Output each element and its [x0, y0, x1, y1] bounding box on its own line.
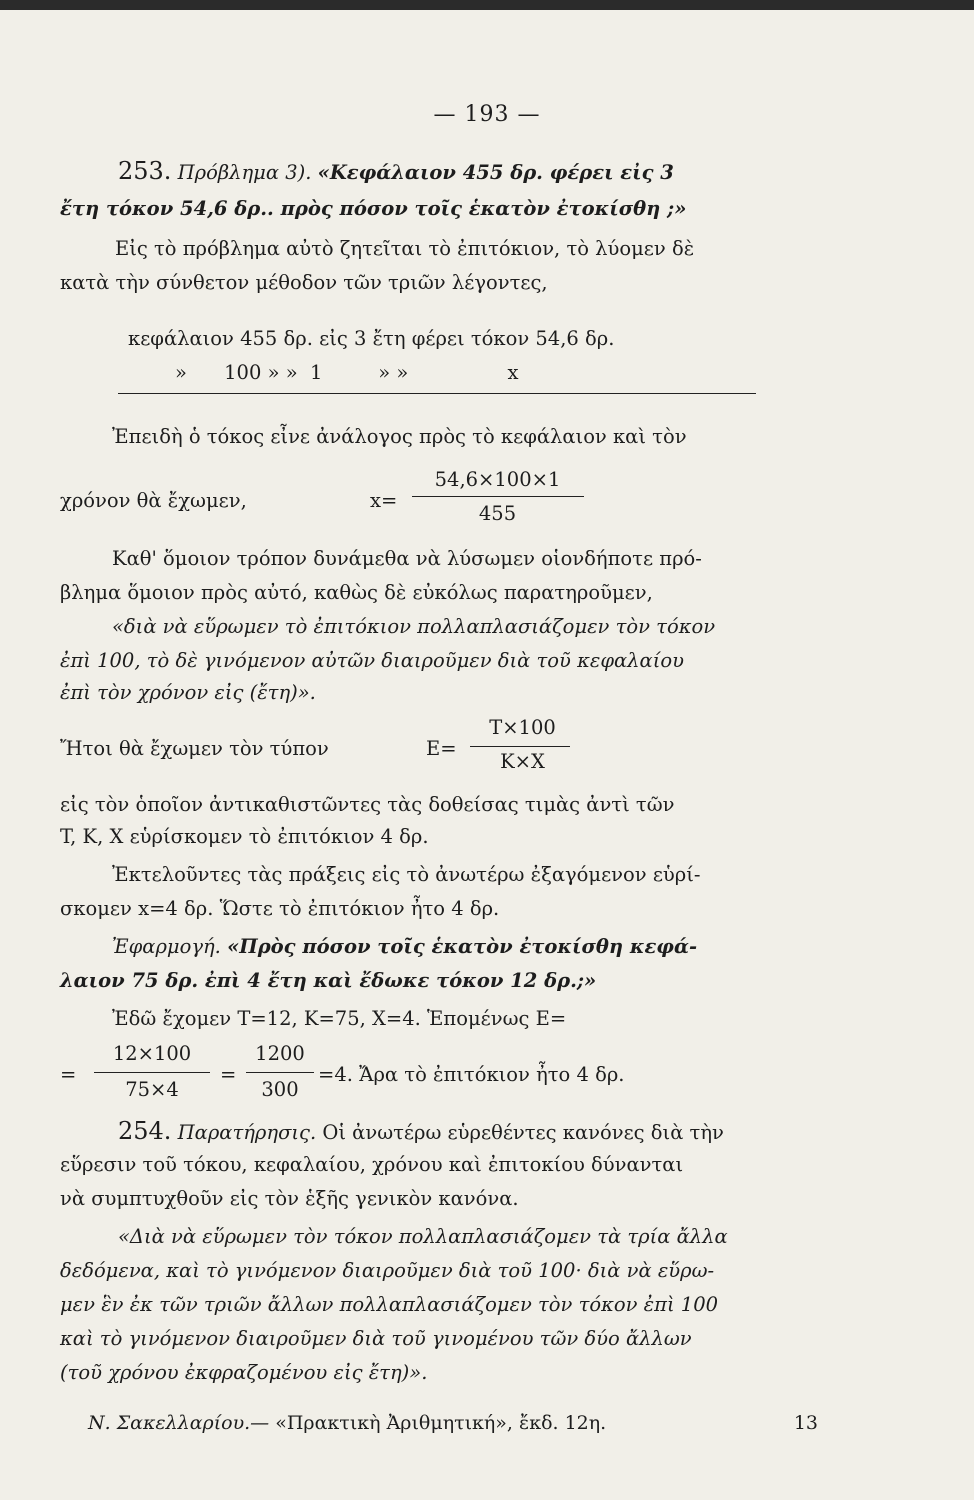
- rule-quote-line: ἐπὶ τὸν χρόνον εἰς (ἔτη)».: [60, 681, 316, 704]
- fraction-bar: [470, 746, 570, 747]
- formula-2-lhs: E=: [426, 737, 457, 760]
- text-line: T, K, X εὑρίσκομεν τὸ ἐπιτόκιον 4 δρ.: [60, 825, 429, 848]
- problem-253-heading-line: [118, 158, 674, 186]
- section-254-heading-line: [118, 1118, 724, 1146]
- formula-3-tail: =4. Ἄρα τὸ ἐπιτόκιον ἦτο 4 δρ.: [318, 1063, 625, 1086]
- formula-2-numerator: T×100: [489, 716, 556, 739]
- section-title: Πρόβλημα 3).: [177, 161, 312, 184]
- formula-3-denominator-1: 75×4: [125, 1078, 179, 1101]
- problem-statement-part1: «Κεφάλαιον 455 δρ. φέρει εἰς 3: [317, 161, 674, 184]
- formula-3-numerator-1: 12×100: [112, 1042, 192, 1065]
- fraction-bar: [246, 1072, 314, 1073]
- rule-quote-line: ἐπὶ 100, τὸ δὲ γινόμενον αὐτῶν διαιροῦμεν διὰ τοῦ κεφαλαίου: [60, 649, 684, 672]
- text-line: βλημα ὅμοιον πρὸς αὐτό, καθὼς δὲ εὐκόλως παρατηροῦμεν,: [60, 581, 653, 604]
- text-line: νὰ συμπτυχθοῦν εἰς τὸν ἑξῆς γενικὸν κανόνα.: [60, 1187, 519, 1210]
- text-line: Καθ' ὅμοιον τρόπον δυνάμεθα νὰ λύσωμεν οἱονδήποτε πρό-: [112, 547, 702, 570]
- text-line: Ἐπειδὴ ὁ τόκος εἶνε ἀνάλογος πρὸς τὸ κεφάλαιον καὶ τὸν: [112, 425, 687, 448]
- footer-author: Ν. Σακελλαρίου.—: [88, 1412, 270, 1434]
- text-line: Ἤτοι θὰ ἔχωμεν τὸν τύπον: [60, 737, 329, 760]
- section-number: 254.: [118, 1117, 172, 1145]
- problem-statement-part2: ἔτη τόκον 54,6 δρ.. πρὸς πόσον τοῖς ἑκατὸν ἐτοκίσθη ;»: [60, 197, 687, 220]
- section-number: 253.: [118, 157, 172, 185]
- rule-quote-line: καὶ τὸ γινόμενον διαιροῦμεν διὰ τοῦ γινομένου τῶν δύο ἄλλων: [60, 1327, 692, 1350]
- formula-3-numerator-2: 1200: [255, 1042, 305, 1065]
- text-line: Εἰς τὸ πρόβλημα αὐτὸ ζητεῖται τὸ ἐπιτόκιον, τὸ λύομεν δὲ: [115, 237, 695, 260]
- formula-3-eq-2: =: [220, 1063, 237, 1086]
- fraction-bar: [412, 496, 584, 497]
- text-line: κατὰ τὴν σύνθετον μέθοδον τῶν τριῶν λέγοντες,: [60, 271, 548, 294]
- rule-of-three-row-1: κεφάλαιον 455 δρ. εἰς 3 ἔτη φέρει τόκον 54,6 δρ.: [128, 327, 615, 350]
- footer-book-title: «Πρακτικὴ Ἀριθμητική», ἔκδ. 12η.: [275, 1412, 607, 1434]
- page-number: — 193 —: [433, 102, 541, 127]
- application-line-1: [112, 934, 697, 960]
- rule-quote-line: δεδόμενα, καὶ τὸ γινόμενον διαιροῦμεν διὰ τοῦ 100· διὰ νὰ εὕρω-: [60, 1259, 715, 1282]
- formula-3-eq: =: [60, 1063, 77, 1086]
- formula-2-denominator: K×X: [500, 750, 545, 773]
- page-footer: [88, 1412, 818, 1434]
- divider-rule: [118, 393, 756, 394]
- text-line: εὕρεσιν τοῦ τόκου, κεφαλαίου, χρόνου καὶ ἐπιτοκίου δύνανται: [60, 1153, 684, 1176]
- text-line: χρόνον θὰ ἔχωμεν,: [60, 489, 247, 512]
- formula-3-denominator-2: 300: [261, 1078, 299, 1101]
- book-page: [0, 10, 974, 1500]
- text-line: Οἱ ἀνωτέρω εὑρεθέντες κανόνες διὰ τὴν: [322, 1121, 724, 1144]
- application-question-part2: λαιον 75 δρ. ἐπὶ 4 ἔτη καὶ ἔδωκε τόκον 12 δρ.;»: [60, 969, 597, 992]
- formula-1-lhs: x=: [370, 489, 398, 512]
- text-line: εἰς τὸν ὁποῖον ἀντικαθιστῶντες τὰς δοθείσας τιμὰς ἀντὶ τῶν: [60, 793, 675, 816]
- text-line: Ἐδῶ ἔχομεν T=12, K=75, X=4. Ἑπομένως E=: [112, 1007, 567, 1030]
- application-question-part1: «Πρὸς πόσον τοῖς ἑκατὸν ἐτοκίσθη κεφά-: [227, 935, 698, 958]
- rule-quote-line: «διὰ νὰ εὕρωμεν τὸ ἐπιτόκιον πολλαπλασιάζομεν τὸν τόκον: [112, 615, 716, 638]
- text-line: Ἐκτελοῦντες τὰς πράξεις εἰς τὸ ἀνωτέρω ἐξαγόμενον εὑρί-: [112, 863, 701, 886]
- rule-quote-line: «Διὰ νὰ εὕρωμεν τὸν τόκον πολλαπλασιάζομεν τὰ τρία ἄλλα: [118, 1225, 728, 1248]
- footer-signature-number: 13: [793, 1412, 818, 1434]
- section-title: Παρατήρησις.: [177, 1121, 317, 1144]
- formula-1-numerator: 54,6×100×1: [434, 468, 561, 491]
- formula-1-denominator: 455: [478, 502, 517, 525]
- rule-quote-line: μεν ἓν ἐκ τῶν τριῶν ἄλλων πολλαπλασιάζομεν τὸν τόκον ἐπὶ 100: [60, 1293, 719, 1316]
- application-label: Ἐφαρμογή.: [112, 935, 221, 958]
- rule-of-three-row-2: » 100 » » 1 » » x: [175, 361, 519, 384]
- text-line: σκομεν x=4 δρ. Ὥστε τὸ ἐπιτόκιον ἦτο 4 δρ.: [60, 897, 500, 920]
- fraction-bar: [94, 1072, 210, 1073]
- rule-quote-line: (τοῦ χρόνου ἐκφραζομένου εἰς ἔτη)».: [60, 1361, 428, 1384]
